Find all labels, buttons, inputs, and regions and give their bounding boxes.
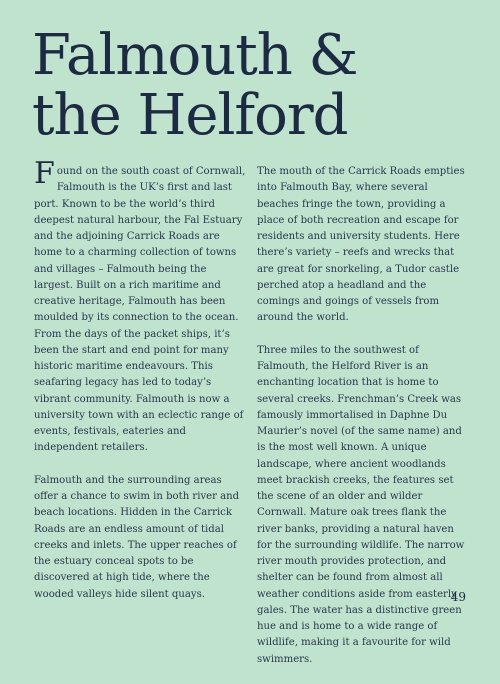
right-paragraph-2: Three miles to the southwest of Falmouth, the Helford River is an enchanting location that is home to several creeks. Frenchman’s Creek was famously immortalised in Daphne Du Maurier’s novel (of the same name) and is the most well known. A unique landscape, where ancient woodlands meet brackish creeks, the features set the scene of an older and wilder Cornwall. Mature oak trees flank the river banks, providing a natural haven for the surrounding wildlife. The narrow river mouth provides protection, and shelter can be found from almost all weather conditions aside from easterly gales. The water has a distinctive green hue and is home to a wide range of wildlife, making it a favourite for wild swimmers. [257, 344, 465, 665]
page-title-line-2: the Helford [32, 83, 348, 148]
left-column [34, 156, 246, 619]
right-paragraph-1: The mouth of the Carrick Roads empties into Falmouth Bay, where several beaches fringe the town, providing a place of both recreation and escape for residents and university students. Here there’s variety – reefs and wrecks that are great for snorkeling, a Tudor castle perched atop a headland and the comings and goings of vessels from around the world. [257, 166, 465, 324]
drop-cap: F [34, 156, 55, 191]
page-title-line-1: Falmouth & [32, 23, 358, 88]
right-column [257, 164, 469, 684]
page-title [32, 23, 358, 148]
left-paragraph-1-text: ound on the south coast of Cornwall, Falmouth is the UK’s first and last port. Known to be the world’s third deepest natural harbour, the Fal Estuary and the adjoining Carrick Roads are home to a charming collection of towns and villages – Falmouth being the largest. Built on a rich maritime and creative heritage, Falmouth has been moulded by its connection to the ocean. From the days of the packet ships, it’s been the start and end point for many historic maritime endeavours. This seafaring legacy has led to today’s vibrant community. Falmouth is now a university town with an eclectic range of events, festivals, eateries and independent retailers. [34, 166, 246, 454]
left-paragraph-2: Falmouth and the surrounding areas offer a chance to swim in both river and beach locations. Hidden in the Carrick Roads are an endless amount of tidal creeks and inlets. The upper reaches of the estuary conceal spots to be discovered at high tide, where the wooded valleys hide silent quays. [34, 474, 240, 600]
left-paragraph-1 [34, 156, 246, 457]
page-number: 49 [450, 590, 466, 604]
